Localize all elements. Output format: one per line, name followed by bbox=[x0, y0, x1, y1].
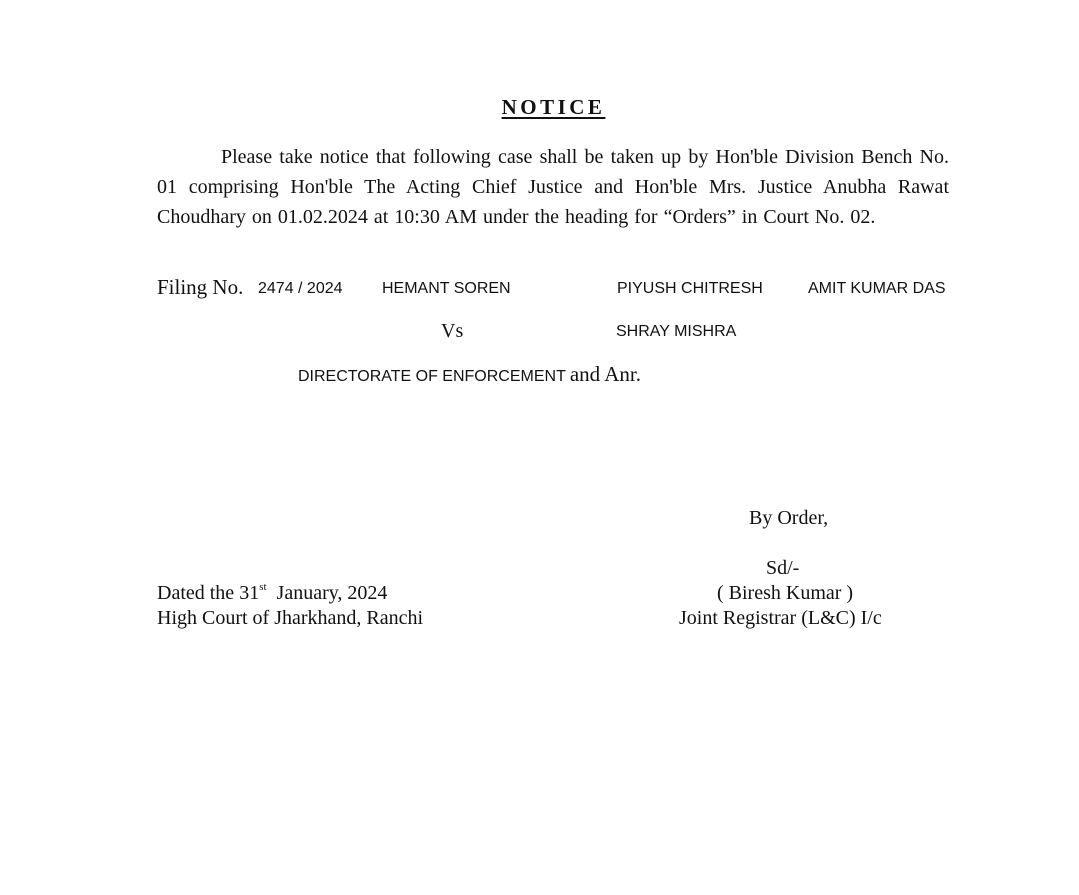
court-name: High Court of Jharkhand, Ranchi bbox=[157, 607, 424, 629]
signatory-name: ( Biresh Kumar ) bbox=[717, 582, 854, 604]
dated-suffix: January, 2024 bbox=[276, 582, 388, 604]
dated-line bbox=[157, 582, 387, 605]
petitioner-advocate-1: PIYUSH CHITRESH bbox=[617, 280, 763, 297]
dated-ordinal: st bbox=[259, 581, 267, 593]
versus-label: Vs bbox=[441, 320, 464, 342]
filing-number: 2474 / 2024 bbox=[258, 280, 343, 297]
notice-title: NOTICE bbox=[501, 95, 606, 119]
respondent-suffix: and Anr. bbox=[569, 362, 642, 386]
filing-label: Filing No. bbox=[157, 275, 244, 299]
signed-mark: Sd/- bbox=[766, 557, 800, 579]
petitioner-name: HEMANT SOREN bbox=[382, 280, 511, 297]
notice-body: Please take notice that following case shall be taken up by Hon'ble Division Bench No. 01 comprising Hon'ble The Acting Chief Justice and Hon'ble Mrs. Justice Anubha Rawat Choudhary on 01.02.2024 at 10:30 AM under the heading for “Orders” in Court No. 02. bbox=[157, 146, 949, 228]
dated-prefix: Dated the 31 bbox=[157, 582, 260, 604]
petitioner-advocate-2: AMIT KUMAR DAS bbox=[808, 280, 946, 297]
respondent-line bbox=[298, 362, 641, 387]
signatory-designation: Joint Registrar (L&C) I/c bbox=[679, 607, 882, 629]
by-order-text: By Order, bbox=[749, 507, 829, 529]
respondent-name: DIRECTORATE OF ENFORCEMENT bbox=[298, 368, 566, 385]
respondent-advocate: SHRAY MISHRA bbox=[616, 323, 737, 340]
